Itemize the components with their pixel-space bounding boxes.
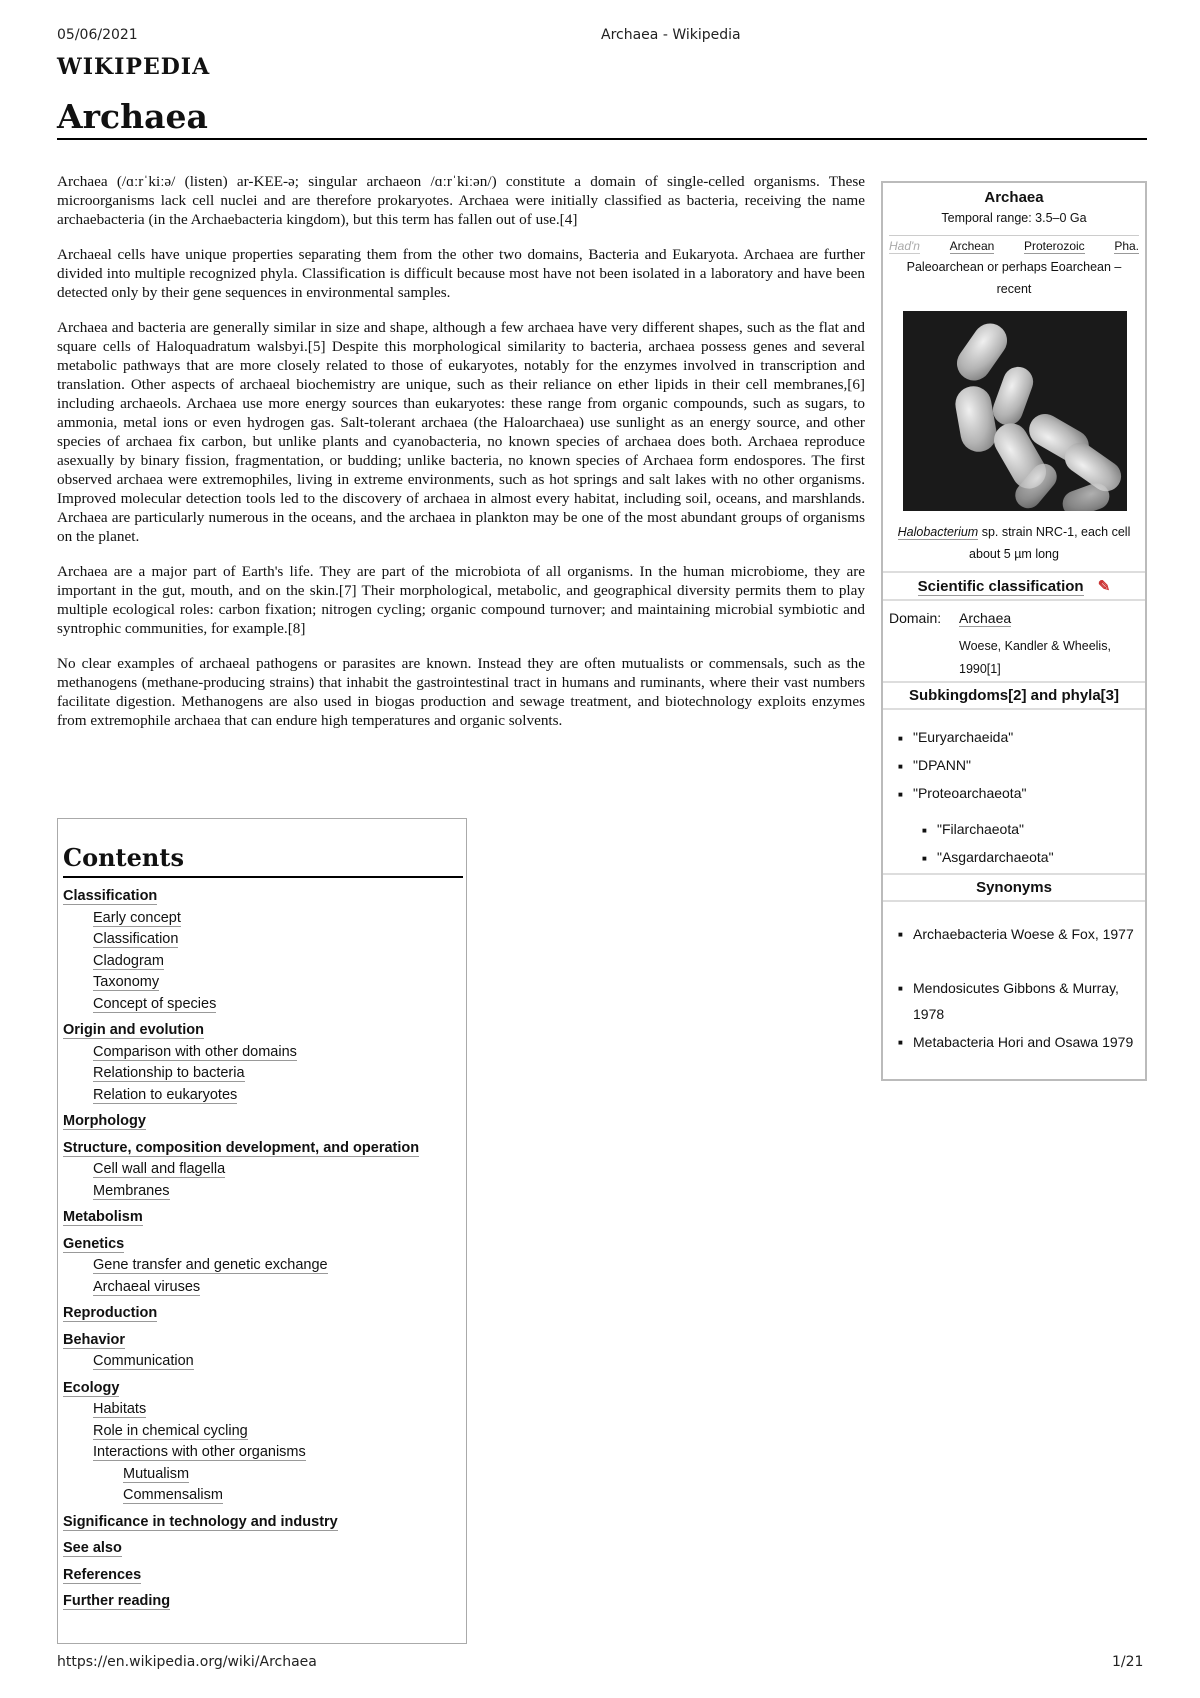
toc-item[interactable]	[63, 972, 466, 994]
toc-item-label[interactable]: Early concept	[93, 909, 181, 926]
toc-item[interactable]	[63, 1399, 466, 1421]
footer-url[interactable]: https://en.wikipedia.org/wiki/Archaea	[57, 1654, 317, 1670]
toc-item[interactable]	[63, 1538, 466, 1560]
toc-item-label[interactable]: References	[63, 1566, 142, 1583]
wikipedia-logo[interactable]: WIKIPEDIA	[57, 54, 211, 80]
toc-item-label[interactable]: See also	[63, 1540, 122, 1556]
toc-item[interactable]	[63, 1421, 466, 1443]
photo-caption	[889, 521, 1139, 565]
temporal-range: Temporal range: 3.5–0 Ga	[941, 211, 1087, 225]
toc-item-label[interactable]: Habitats	[93, 1401, 147, 1417]
toc-item[interactable]	[63, 1234, 466, 1256]
toc-item-label[interactable]: Concept of species	[93, 995, 217, 1012]
toc-item[interactable]	[63, 1277, 466, 1299]
phylum-item[interactable]: ■ "Euryarchaeida"	[898, 728, 1138, 747]
subphylum-item[interactable]: ■ "Filarchaeota"	[922, 820, 1138, 839]
toc-item-label[interactable]: Significance in technology and industry	[63, 1513, 338, 1530]
toc-item-label[interactable]: Reproduction	[63, 1305, 158, 1321]
toc-item[interactable]	[63, 1485, 466, 1507]
toc-item[interactable]	[63, 1255, 466, 1277]
toc-item[interactable]	[63, 1512, 466, 1534]
print-page-title: Archaea - Wikipedia	[601, 27, 741, 43]
caption-text: sp. strain NRC-1, each cell about 5 µm long	[969, 525, 1131, 561]
toc-item-label[interactable]: Classification	[63, 888, 158, 904]
toc-item[interactable]	[63, 1063, 466, 1085]
toc-item[interactable]	[63, 1159, 466, 1181]
toc-item-label[interactable]: Further reading	[63, 1593, 171, 1609]
table-of-contents	[57, 818, 467, 1644]
toc-item-label[interactable]: Taxonomy	[93, 974, 160, 990]
timeline-phanerozoic[interactable]: Pha.	[1114, 239, 1139, 253]
paragraph: No clear examples of archaeal pathogens or parasites are known. Instead they are often mutualists or commensals, such as the methanogens (methane-producing strains) that inhabit the gastrointestinal tract in humans and ruminants, where their vast numbers facilitate digestion. Methanogens are also used in biogas production and sewage treatment, and biotechnology exploits enzymes from extremophile archaea that can endure high temperatures and organic solvents.	[57, 655, 865, 729]
synonym-item: ■ Mendosicutes Gibbons & Murray, 1978	[898, 975, 1138, 1027]
infobox	[881, 181, 1147, 1081]
toc-item-label[interactable]: Gene transfer and genetic exchange	[93, 1257, 328, 1273]
print-date: 05/06/2021	[57, 27, 138, 43]
sci-class-heading	[883, 571, 1145, 601]
halobacterium-photo[interactable]	[903, 311, 1127, 511]
toc-item-label[interactable]: Comparison with other domains	[93, 1043, 297, 1060]
toc-item-label[interactable]: Ecology	[63, 1379, 120, 1396]
toc-item-label[interactable]: Archaeal viruses	[93, 1278, 201, 1295]
toc-item[interactable]	[63, 886, 466, 908]
toc-item[interactable]	[63, 1591, 466, 1613]
toc-item-label[interactable]: Communication	[93, 1353, 194, 1369]
domain-authority: Woese, Kandler & Wheelis, 1990[1]	[959, 639, 1111, 676]
toc-item[interactable]	[63, 1111, 466, 1133]
synonyms-heading: Synonyms	[883, 873, 1145, 902]
toc-item-label[interactable]: Relation to eukaryotes	[93, 1086, 238, 1103]
paragraph: Archaeal cells have unique properties separating them from the other two domains, Bacteria and Eukaryota. Archaea are further divided into multiple recognized phyla. Classification is difficult because most have not been isolated in a laboratory and have been detected only by their gene sequences in environmental samples.	[57, 246, 865, 301]
toc-item[interactable]	[63, 929, 466, 951]
toc-item[interactable]	[63, 1207, 466, 1229]
phylum-item[interactable]: ■ "Proteoarchaeota"	[898, 784, 1138, 803]
toc-item[interactable]	[63, 1378, 466, 1400]
toc-item[interactable]	[63, 1351, 466, 1373]
toc-item-label[interactable]: Metabolism	[63, 1209, 143, 1225]
phylum-item[interactable]: ■ "DPANN"	[898, 756, 1138, 775]
toc-item[interactable]	[63, 994, 466, 1016]
toc-list	[63, 886, 466, 1613]
subkingdoms-heading: Subkingdoms[2] and phyla[3]	[883, 681, 1145, 710]
toc-item-label[interactable]: Origin and evolution	[63, 1022, 204, 1038]
footer-page-number: 1/21	[1112, 1654, 1144, 1670]
toc-item-label[interactable]: Classification	[93, 931, 179, 947]
domain-label: Domain:	[889, 610, 942, 626]
paragraph: Archaea (/ɑːrˈkiːə/ (listen) ar-KEE-ə; singular archaeon /ɑːrˈkiːən/) constitute a domain of single-celled organisms. These microorganisms lack cell nuclei and are therefore prokaryotes. Archaea were initially classified as bacteria, receiving the name archaebacteria (in the Archaebacteria kingdom), but this term has fallen out of use.[4]	[57, 173, 865, 228]
toc-item-label[interactable]: Cell wall and flagella	[93, 1161, 226, 1177]
article-body	[57, 172, 865, 746]
timeline-bar	[889, 235, 1139, 254]
toc-item[interactable]	[63, 1138, 466, 1160]
synonym-item: ■ Metabacteria Hori and Osawa 1979	[898, 1029, 1138, 1055]
toc-item[interactable]	[63, 1442, 466, 1464]
toc-item[interactable]	[63, 1020, 466, 1042]
toc-item-label[interactable]: Cladogram	[93, 952, 164, 969]
toc-item-label[interactable]: Behavior	[63, 1331, 126, 1348]
eon-range: Paleoarchean or perhaps Eoarchean – recent	[906, 260, 1122, 296]
timeline-archean[interactable]: Archean	[949, 239, 995, 253]
toc-item-label[interactable]: Role in chemical cycling	[93, 1422, 248, 1439]
title-divider	[57, 138, 1147, 140]
toc-item[interactable]	[63, 1042, 466, 1064]
caption-genus[interactable]: Halobacterium	[897, 525, 979, 539]
toc-item-label[interactable]: Structure, composition development, and operation	[63, 1139, 420, 1156]
paragraph: Archaea are a major part of Earth's life. They are part of the microbiota of all organisms. In the human microbiome, they are important in the gut, mouth, and on the skin.[7] Their morphological, metabolic, and geographical diversity permits them to play multiple ecological roles: carbon fixation; nitrogen cycling; organic compound turnover; and maintaining microbial symbiotic and syntrophic communities, for example.[8]	[57, 563, 865, 637]
paragraph: Archaea and bacteria are generally similar in size and shape, although a few archaea have very different shapes, such as the flat and square cells of Haloquadratum walsbyi.[5] Despite this morphological similarity to bacteria, archaea possess genes and several metabolic pathways that are more closely related to those of eukaryotes, notably for the enzymes involved in transcription and translation. Other aspects of archaeal biochemistry are unique, such as their reliance on ether lipids in their cell membranes,[6] including archaeols. Archaea use more energy sources than eukaryotes: these range from organic compounds, such as sugars, to ammonia, metal ions or even hydrogen gas. Salt-tolerant archaea (the Haloarchaea) use sunlight as an energy source, and other species of archaea fix carbon, but unlike plants and cyanobacteria, no known species of archaea does both. Archaea reproduce asexually by binary fission, fragmentation, or budding; unlike bacteria, no known species of Archaea form endospores. The first observed archaea were extremophiles, living in extreme environments, such as hot springs and salt lakes with no other organisms. Improved molecular detection tools led to the discovery of archaea in almost every habitat, including soil, oceans, and marshlands. Archaea are particularly numerous in the oceans, and the archaea in plankton may be one of the most abundant groups of organisms on the planet.	[57, 319, 865, 545]
toc-item[interactable]	[63, 1181, 466, 1203]
toc-item-label[interactable]: Relationship to bacteria	[93, 1065, 245, 1081]
toc-item-label[interactable]: Commensalism	[123, 1487, 223, 1503]
toc-item-label[interactable]: Interactions with other organisms	[93, 1444, 306, 1460]
toc-item[interactable]	[63, 1330, 466, 1352]
page-title: Archaea	[57, 97, 208, 136]
domain-value[interactable]: Archaea	[959, 610, 1012, 626]
toc-item-label[interactable]: Morphology	[63, 1113, 146, 1129]
toc-item-label[interactable]: Mutualism	[123, 1465, 190, 1482]
toc-item-label[interactable]: Genetics	[63, 1235, 125, 1252]
timeline-hadean[interactable]: Had'n	[889, 239, 920, 253]
toc-item[interactable]	[63, 1464, 466, 1486]
synonym-item: ■ Archaebacteria Woese & Fox, 1977	[898, 921, 1138, 947]
infobox-title: Archaea	[984, 189, 1044, 206]
toc-item[interactable]	[63, 908, 466, 930]
toc-item[interactable]	[63, 1085, 466, 1107]
toc-item-label[interactable]: Membranes	[93, 1182, 170, 1199]
toc-item[interactable]	[63, 1565, 466, 1587]
sci-class-label[interactable]: Scientific classification	[917, 578, 1084, 595]
toc-title: Contents	[63, 843, 463, 878]
timeline-proterozoic[interactable]: Proterozoic	[1023, 239, 1085, 253]
toc-item[interactable]	[63, 1303, 466, 1325]
subphylum-item[interactable]: ■ "Asgardarchaeota"	[922, 848, 1138, 867]
edit-icon[interactable]: ✎	[1097, 578, 1111, 595]
toc-item[interactable]	[63, 951, 466, 973]
